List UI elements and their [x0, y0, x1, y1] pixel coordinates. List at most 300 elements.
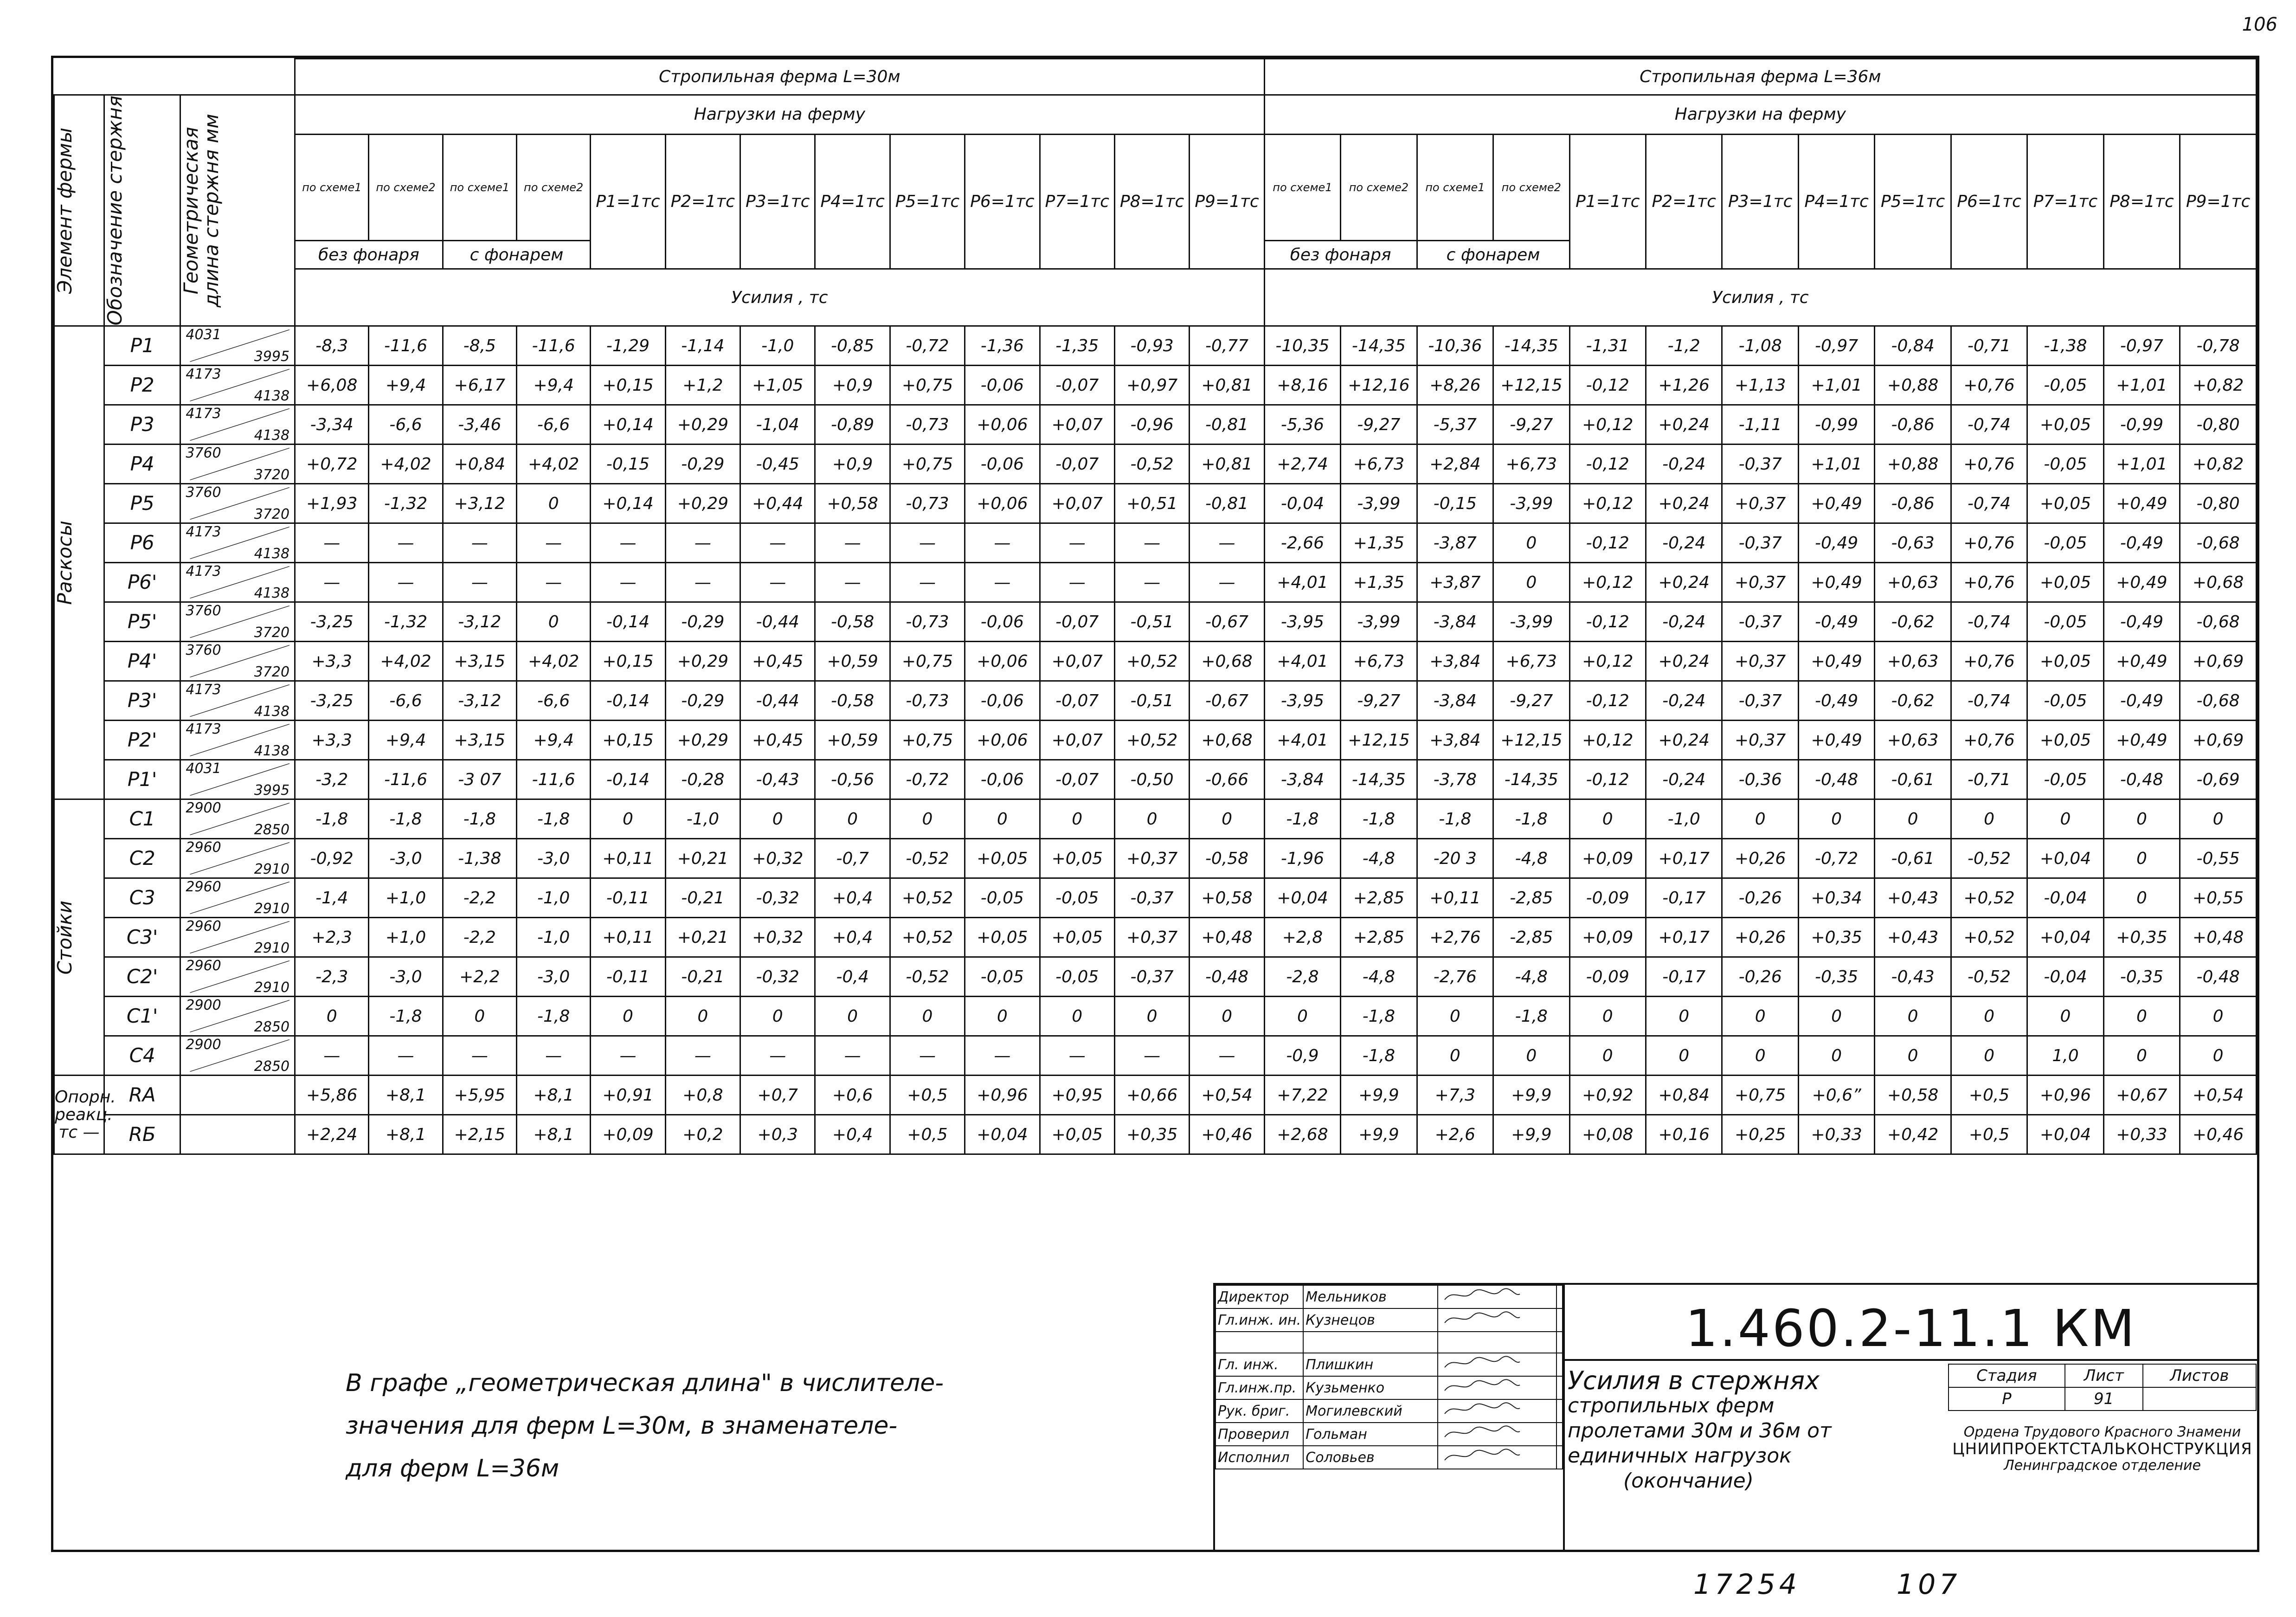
- signature-scribble: [1440, 1423, 1524, 1442]
- force-36: -0,78: [2180, 326, 2257, 366]
- signatory-role: Гл. инж.: [1216, 1353, 1303, 1376]
- table-row: [54, 839, 2257, 878]
- force-36: +0,49: [1798, 484, 1874, 523]
- force-36: -0,68: [2180, 681, 2257, 721]
- force-36: 0: [1798, 997, 1874, 1036]
- force-36: +0,12: [1569, 563, 1646, 602]
- force-30: 0: [1114, 997, 1189, 1036]
- force-36: -0,36: [1722, 760, 1798, 799]
- force-30: -0,07: [1040, 602, 1114, 642]
- force-36: 0: [1798, 799, 1874, 839]
- force-36: -0,52: [1951, 957, 2027, 997]
- force-36: +0,63: [1875, 563, 1951, 602]
- length-36: 4138: [254, 387, 290, 404]
- force-36: -3,84: [1417, 681, 1493, 721]
- length-30: 4031: [186, 327, 221, 343]
- force-36: +0,26: [1722, 918, 1798, 957]
- lantern-header: с фонарем: [1417, 241, 1569, 269]
- force-30: -1,14: [665, 326, 740, 366]
- signature-cell: [1438, 1285, 1556, 1308]
- force-36: -3,95: [1264, 681, 1340, 721]
- force-30: +0,06: [965, 405, 1040, 445]
- force-36: +0,04: [1264, 878, 1340, 918]
- force-30: +8,1: [517, 1115, 591, 1154]
- force-30: 0: [1190, 799, 1264, 839]
- load-p-header: P3=1тс: [1722, 135, 1798, 269]
- force-30: —: [815, 523, 890, 563]
- signature-scribble: [1440, 1400, 1524, 1418]
- force-30: -8,5: [443, 326, 516, 366]
- force-30: 0: [295, 997, 369, 1036]
- force-36: +0,37: [1722, 721, 1798, 760]
- force-30: -0,05: [1040, 957, 1114, 997]
- table-row: [54, 563, 2257, 602]
- force-36: -9,27: [1341, 681, 1417, 721]
- force-30: -1,0: [517, 878, 591, 918]
- force-30: +2,3: [295, 918, 369, 957]
- force-30: +0,32: [740, 918, 815, 957]
- force-30: +4,02: [369, 642, 443, 681]
- force-30: +0,05: [1040, 1115, 1114, 1154]
- length-36: 4138: [254, 545, 290, 562]
- truss30-title: Стропильная ферма L=30м: [295, 59, 1265, 95]
- signatory-role: Директор: [1216, 1285, 1303, 1308]
- force-30: +0,8: [665, 1076, 740, 1115]
- force-30: -0,66: [1190, 760, 1264, 799]
- force-30: -11,6: [517, 760, 591, 799]
- force-36: +9,9: [1493, 1115, 1569, 1154]
- table-row: [54, 366, 2257, 405]
- force-36: +0,88: [1875, 366, 1951, 405]
- force-36: -0,24: [1646, 445, 1722, 484]
- force-30: +0,21: [665, 839, 740, 878]
- force-36: 0: [1493, 563, 1569, 602]
- force-36: +2,68: [1264, 1115, 1340, 1154]
- force-30: -1,8: [295, 799, 369, 839]
- length-36: 3720: [254, 664, 290, 680]
- force-36: +0,6”: [1798, 1076, 1874, 1115]
- force-36: -0,04: [1264, 484, 1340, 523]
- col-designation-header: Обозначение стержня: [104, 95, 180, 326]
- length-36: 2850: [254, 1018, 290, 1035]
- force-36: 0: [2103, 799, 2180, 839]
- force-36: +0,24: [1646, 405, 1722, 445]
- force-36: +0,17: [1646, 839, 1722, 878]
- table-row: [54, 918, 2257, 957]
- force-36: +0,82: [2180, 366, 2257, 405]
- force-30: +5,86: [295, 1076, 369, 1115]
- desc-line-5: (окончание): [1623, 1469, 1754, 1493]
- force-30: +0,05: [1040, 839, 1114, 878]
- force-36: 0: [2103, 839, 2180, 878]
- date-cell: [1556, 1285, 1563, 1308]
- force-30: -0,37: [1114, 957, 1189, 997]
- force-36: -3,99: [1493, 484, 1569, 523]
- force-36: -0,37: [1722, 602, 1798, 642]
- organization: [1948, 1424, 2257, 1474]
- length-36: 2910: [254, 900, 290, 917]
- force-30: -0,51: [1114, 681, 1189, 721]
- force-30: +0,46: [1190, 1115, 1264, 1154]
- table-row: [54, 1115, 2257, 1154]
- load-p-header: P6=1тс: [1951, 135, 2027, 269]
- force-36: -3,99: [1341, 602, 1417, 642]
- force-30: +0,5: [890, 1115, 965, 1154]
- force-36: +12,15: [1493, 721, 1569, 760]
- force-30: -3,12: [443, 681, 516, 721]
- table-row: [54, 445, 2257, 484]
- force-36: -0,48: [1798, 760, 1874, 799]
- member-designation: P6': [104, 563, 180, 602]
- force-36: -0,04: [2027, 878, 2103, 918]
- load-p-header: P1=1тс: [591, 135, 665, 269]
- force-36: 0: [2027, 799, 2103, 839]
- member-designation: C3': [104, 918, 180, 957]
- force-36: +0,33: [1798, 1115, 1874, 1154]
- force-30: +0,37: [1114, 839, 1189, 878]
- member-designation: P2: [104, 366, 180, 405]
- force-30: —: [517, 523, 591, 563]
- force-36: +0,63: [1875, 721, 1951, 760]
- force-30: -1,04: [740, 405, 815, 445]
- force-36: +0,35: [1798, 918, 1874, 957]
- force-30: -6,6: [369, 681, 443, 721]
- force-36: +6,73: [1341, 642, 1417, 681]
- length-36: 2910: [254, 979, 290, 996]
- force-36: -0,61: [1875, 760, 1951, 799]
- force-30: -3,25: [295, 602, 369, 642]
- force-30: -0,05: [1040, 878, 1114, 918]
- force-36: -0,49: [2103, 602, 2180, 642]
- force-30: -0,05: [965, 878, 1040, 918]
- force-30: —: [1040, 1036, 1114, 1076]
- signatory-row: [1216, 1376, 1563, 1399]
- force-36: -0,61: [1875, 839, 1951, 878]
- force-36: +3,84: [1417, 721, 1493, 760]
- force-30: —: [665, 1036, 740, 1076]
- geometric-length: [180, 721, 295, 760]
- force-36: -0,49: [2103, 681, 2180, 721]
- force-36: +12,15: [1341, 721, 1417, 760]
- force-36: +7,22: [1264, 1076, 1340, 1115]
- length-30: 2960: [186, 839, 221, 856]
- force-30: -0,43: [740, 760, 815, 799]
- force-30: —: [369, 523, 443, 563]
- force-30: —: [369, 563, 443, 602]
- length-36: 2910: [254, 940, 290, 956]
- force-30: -0,72: [890, 760, 965, 799]
- footer-numbers: [1693, 1568, 2044, 1601]
- date-cell: [1556, 1376, 1563, 1399]
- force-36: -14,35: [1341, 326, 1417, 366]
- table-row: [54, 602, 2257, 642]
- signature-cell: [1438, 1399, 1556, 1423]
- force-36: -1,31: [1569, 326, 1646, 366]
- reactions-group-label: Опорн. реакц. тс —: [54, 1076, 104, 1154]
- stage-label: Стадия: [1949, 1364, 2065, 1387]
- force-30: —: [443, 1036, 516, 1076]
- force-36: +0,24: [1646, 642, 1722, 681]
- force-30: 0: [815, 997, 890, 1036]
- geometric-length: [180, 405, 295, 445]
- member-designation: P2': [104, 721, 180, 760]
- force-36: 0: [1875, 997, 1951, 1036]
- force-36: +0,69: [2180, 642, 2257, 681]
- load-p-header: P6=1тс: [965, 135, 1040, 269]
- force-36: +0,12: [1569, 721, 1646, 760]
- force-30: +2,15: [443, 1115, 516, 1154]
- force-36: +12,16: [1341, 366, 1417, 405]
- length-36: 2850: [254, 821, 290, 838]
- force-30: -0,89: [815, 405, 890, 445]
- force-30: +0,4: [815, 1115, 890, 1154]
- table-row: [54, 326, 2257, 366]
- force-36: -3,99: [1341, 484, 1417, 523]
- force-36: +0,33: [2103, 1115, 2180, 1154]
- force-36: +0,24: [1646, 563, 1722, 602]
- force-30: -1,8: [369, 799, 443, 839]
- force-30: —: [591, 523, 665, 563]
- force-30: -3 07: [443, 760, 516, 799]
- sheet-label: Лист: [2065, 1364, 2143, 1387]
- force-30: -0,28: [665, 760, 740, 799]
- force-30: -0,32: [740, 957, 815, 997]
- force-30: +0,32: [740, 839, 815, 878]
- force-30: -0,93: [1114, 326, 1189, 366]
- length-36: 3995: [254, 348, 290, 365]
- length-30: 3760: [186, 445, 221, 462]
- signatory-role: Гл.инж. ин.: [1216, 1308, 1303, 1332]
- force-36: +0,37: [1722, 484, 1798, 523]
- load-p-header: P8=1тс: [2103, 135, 2180, 269]
- length-30: 4173: [186, 524, 221, 541]
- load-p-header: P7=1тс: [1040, 135, 1114, 269]
- member-designation: P3: [104, 405, 180, 445]
- force-30: -1,0: [517, 918, 591, 957]
- force-36: +2,85: [1341, 918, 1417, 957]
- force-36: +0,37: [1722, 563, 1798, 602]
- org-line-2: ЦНИИПРОЕКТСТАЛЬКОНСТРУКЦИЯ: [1952, 1440, 2252, 1458]
- force-30: +9,4: [517, 366, 591, 405]
- force-36: +1,01: [2103, 445, 2180, 484]
- force-36: -0,71: [1951, 760, 2027, 799]
- lantern-header: без фонаря: [295, 241, 443, 269]
- signatory-role: Гл.инж.пр.: [1216, 1376, 1303, 1399]
- force-36: +0,76: [1951, 642, 2027, 681]
- force-36: -1,8: [1341, 997, 1417, 1036]
- desc-line-4: единичных нагрузок: [1568, 1444, 1792, 1468]
- force-36: +8,16: [1264, 366, 1340, 405]
- force-36: +0,35: [2103, 918, 2180, 957]
- force-36: 0: [1798, 1036, 1874, 1076]
- force-30: 0: [665, 997, 740, 1036]
- date-cell: [1556, 1446, 1563, 1469]
- force-30: —: [517, 563, 591, 602]
- force-36: 0: [1875, 1036, 1951, 1076]
- force-30: -0,29: [665, 681, 740, 721]
- force-30: -1,8: [369, 997, 443, 1036]
- force-36: -0,72: [1798, 839, 1874, 878]
- force-36: -0,09: [1569, 878, 1646, 918]
- geometric-length: [180, 957, 295, 997]
- force-36: +7,3: [1417, 1076, 1493, 1115]
- force-36: +0,17: [1646, 918, 1722, 957]
- force-30: -0,56: [815, 760, 890, 799]
- force-30: +0,58: [815, 484, 890, 523]
- force-30: 0: [890, 799, 965, 839]
- signature-scribble: [1440, 1446, 1524, 1465]
- signature-cell: [1438, 1376, 1556, 1399]
- force-30: +0,07: [1040, 721, 1114, 760]
- force-30: +0,05: [965, 918, 1040, 957]
- loads-title-30: Нагрузки на ферму: [295, 95, 1265, 135]
- force-30: 0: [815, 799, 890, 839]
- desc-line-1: Усилия в стержнях: [1568, 1366, 1820, 1395]
- force-30: +0,75: [890, 366, 965, 405]
- table-row: [54, 642, 2257, 681]
- length-36: 3720: [254, 466, 290, 483]
- table-row: [54, 760, 2257, 799]
- force-36: +1,01: [1798, 366, 1874, 405]
- force-30: -3,0: [517, 839, 591, 878]
- force-36: -0,62: [1875, 602, 1951, 642]
- date-cell: [1556, 1332, 1563, 1353]
- force-36: -0,49: [2103, 523, 2180, 563]
- force-36: -0,04: [2027, 957, 2103, 997]
- force-30: -0,58: [815, 681, 890, 721]
- force-30: +0,81: [1190, 366, 1264, 405]
- force-30: 0: [740, 799, 815, 839]
- force-36: +0,82: [2180, 445, 2257, 484]
- force-30: -3,0: [517, 957, 591, 997]
- force-36: 0: [1569, 799, 1646, 839]
- signatory-name: Кузнецов: [1303, 1308, 1438, 1332]
- desc-line-3: пролетами 30м и 36м от: [1568, 1419, 1832, 1443]
- signatory-name: Гольман: [1303, 1423, 1438, 1446]
- force-30: —: [890, 523, 965, 563]
- signatory-role: Рук. бриг.: [1216, 1399, 1303, 1423]
- force-30: -0,21: [665, 957, 740, 997]
- force-30: 0: [517, 602, 591, 642]
- force-30: -0,32: [740, 878, 815, 918]
- footer-number-2: 107: [1896, 1568, 1961, 1601]
- force-30: —: [369, 1036, 443, 1076]
- force-36: -0,63: [1875, 523, 1951, 563]
- force-36: -0,97: [2103, 326, 2180, 366]
- force-30: -0,85: [815, 326, 890, 366]
- force-30: +0,09: [591, 1115, 665, 1154]
- force-30: -0,7: [815, 839, 890, 878]
- signatory-name: Плишкин: [1303, 1353, 1438, 1376]
- force-36: +0,09: [1569, 839, 1646, 878]
- force-36: +1,35: [1341, 523, 1417, 563]
- length-30: 3760: [186, 603, 221, 619]
- force-36: +0,55: [2180, 878, 2257, 918]
- force-36: -0,37: [1722, 445, 1798, 484]
- force-36: +2,85: [1341, 878, 1417, 918]
- force-30: +9,4: [369, 721, 443, 760]
- force-30: -0,67: [1190, 602, 1264, 642]
- force-36: -4,8: [1341, 957, 1417, 997]
- force-30: —: [1114, 1036, 1189, 1076]
- force-30: -11,6: [517, 326, 591, 366]
- force-36: +2,84: [1417, 445, 1493, 484]
- force-36: +4,01: [1264, 642, 1340, 681]
- force-30: -6,6: [369, 405, 443, 445]
- force-36: +6,73: [1493, 445, 1569, 484]
- force-30: -1,0: [740, 326, 815, 366]
- force-30: +0,14: [591, 484, 665, 523]
- force-30: -0,81: [1190, 484, 1264, 523]
- force-30: +0,75: [890, 721, 965, 760]
- force-30: —: [965, 1036, 1040, 1076]
- force-30: 0: [1190, 997, 1264, 1036]
- geometric-length: [180, 602, 295, 642]
- length-30: 2960: [186, 879, 221, 895]
- force-36: -0,26: [1722, 878, 1798, 918]
- length-30: 2960: [186, 958, 221, 974]
- force-36: 0: [2180, 1036, 2257, 1076]
- force-30: —: [890, 1036, 965, 1076]
- force-30: +0,29: [665, 721, 740, 760]
- force-36: -0,49: [1798, 602, 1874, 642]
- force-36: -1,11: [1722, 405, 1798, 445]
- force-30: +0,4: [815, 918, 890, 957]
- length-30: 4173: [186, 682, 221, 698]
- length-30: 3760: [186, 642, 221, 659]
- force-30: +1,0: [369, 918, 443, 957]
- force-30: +0,44: [740, 484, 815, 523]
- force-36: -1,0: [1646, 799, 1722, 839]
- force-36: -0,43: [1875, 957, 1951, 997]
- force-30: +0,48: [1190, 918, 1264, 957]
- member-designation: RA: [104, 1076, 180, 1115]
- force-36: -1,08: [1722, 326, 1798, 366]
- force-36: +0,84: [1646, 1076, 1722, 1115]
- force-36: 0: [1951, 1036, 2027, 1076]
- member-designation: C2': [104, 957, 180, 997]
- table-row: [54, 997, 2257, 1036]
- force-36: 0: [1493, 1036, 1569, 1076]
- member-designation: P5: [104, 484, 180, 523]
- force-36: +4,01: [1264, 563, 1340, 602]
- org-line-3: Ленинградское отделение: [2004, 1457, 2201, 1474]
- force-36: -0,74: [1951, 484, 2027, 523]
- force-30: -0,92: [295, 839, 369, 878]
- force-30: +9,4: [369, 366, 443, 405]
- forces-title-36: Усилия , тс: [1264, 269, 2256, 326]
- force-36: +9,9: [1341, 1076, 1417, 1115]
- force-36: -0,05: [2027, 523, 2103, 563]
- force-36: -0,55: [2180, 839, 2257, 878]
- force-36: -0,24: [1646, 681, 1722, 721]
- posts-group-label: Стойки: [54, 799, 104, 1076]
- force-30: +0,96: [965, 1076, 1040, 1115]
- force-36: +8,26: [1417, 366, 1493, 405]
- force-30: -2,3: [295, 957, 369, 997]
- signature-cell: [1438, 1332, 1556, 1353]
- force-36: -0,86: [1875, 405, 1951, 445]
- force-36: -2,66: [1264, 523, 1340, 563]
- geometric-length: [180, 366, 295, 405]
- force-30: -8,3: [295, 326, 369, 366]
- force-30: -0,37: [1114, 878, 1189, 918]
- force-36: -10,35: [1264, 326, 1340, 366]
- force-36: -0,48: [2180, 957, 2257, 997]
- member-designation: C2: [104, 839, 180, 878]
- force-36: +0,49: [2103, 721, 2180, 760]
- force-36: +0,54: [2180, 1076, 2257, 1115]
